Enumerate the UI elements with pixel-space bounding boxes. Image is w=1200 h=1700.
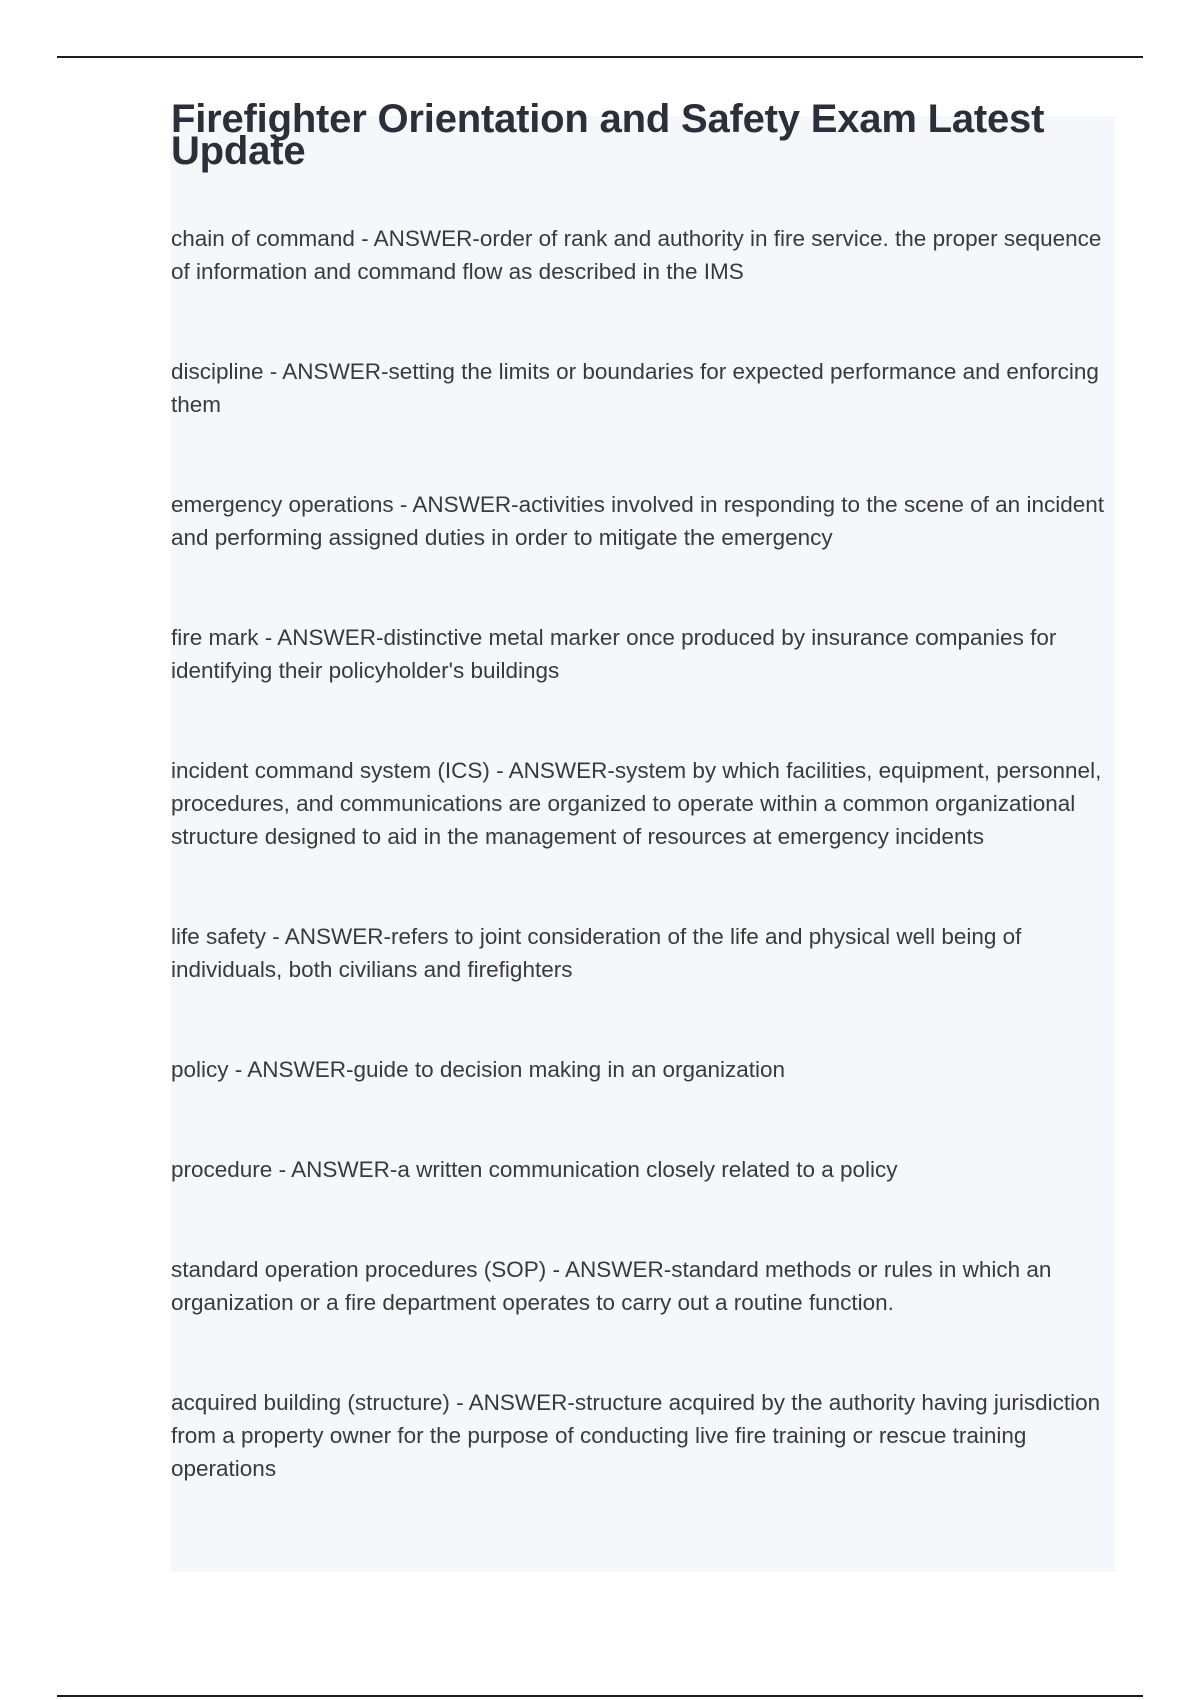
- list-item: policy - ANSWER-guide to decision making in an organization: [171, 1057, 786, 1082]
- top-rule: [57, 56, 1143, 58]
- list-item: emergency operations - ANSWER-activities involved in responding to the scene of an incident and performing assigned duties in order to mitigate the emergency: [171, 492, 1104, 550]
- entry-list: [171, 222, 1121, 1552]
- list-item: fire mark - ANSWER-distinctive metal marker once produced by insurance companies for identifying their policyholder's buildings: [171, 625, 1057, 683]
- list-item: chain of command - ANSWER-order of rank and authority in fire service. the proper sequence of information and command flow as described in the IMS: [171, 226, 1102, 284]
- list-item: incident command system (ICS) - ANSWER-system by which facilities, equipment, personnel, procedures, and communications are organized to operate within a common organizational structure designed to aid in the management of resources at emergency incidents: [171, 758, 1102, 849]
- document-title: Firefighter Orientation and Safety Exam Latest Update: [171, 97, 1045, 173]
- list-item: procedure - ANSWER-a written communication closely related to a policy: [171, 1157, 898, 1182]
- list-item: acquired building (structure) - ANSWER-structure acquired by the authority having jurisdiction from a property owner for the purpose of conducting live fire training or rescue training operations: [171, 1390, 1101, 1481]
- list-item: life safety - ANSWER-refers to joint consideration of the life and physical well being of individuals, both civilians and firefighters: [171, 924, 1022, 982]
- list-item: standard operation procedures (SOP) - ANSWER-standard methods or rules in which an organization or a fire department operates to carry out a routine function.: [171, 1257, 1052, 1315]
- bottom-rule: [57, 1695, 1143, 1697]
- list-item: discipline - ANSWER-setting the limits or boundaries for expected performance and enforcing them: [171, 359, 1099, 417]
